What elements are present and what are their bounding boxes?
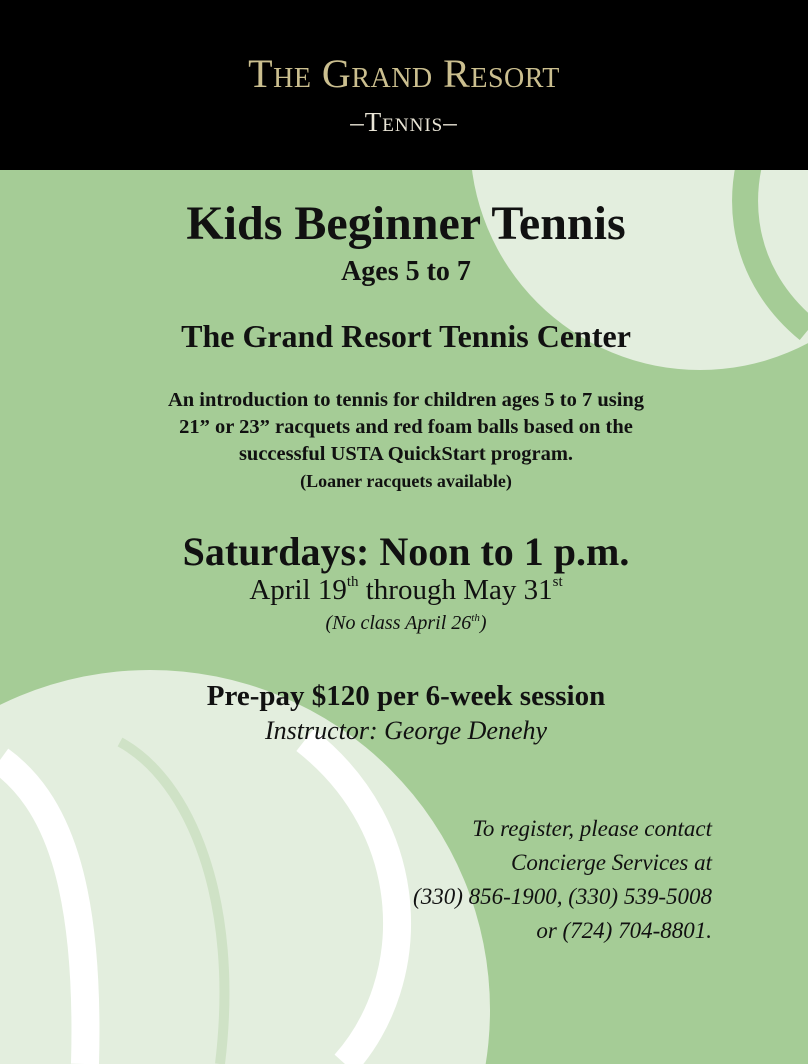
no-class-text: (No class April 26: [325, 612, 472, 634]
start-date-suffix: th: [346, 574, 359, 590]
register-line: Concierge Services at: [511, 850, 712, 875]
schedule-days: Saturdays: Noon to 1 p.m.: [182, 529, 630, 574]
brand-title: The Grand Resort: [248, 51, 560, 96]
start-date: April 19: [249, 574, 347, 606]
description-line: successful USTA QuickStart program.: [238, 443, 574, 465]
age-range: Ages 5 to 7: [341, 256, 471, 287]
header-banner: [0, 0, 808, 170]
no-class-close: ): [479, 612, 487, 634]
register-line: To register, please contact: [472, 816, 712, 841]
loaner-note: (Loaner racquets available): [300, 471, 512, 491]
program-description: [0, 387, 808, 495]
phone-numbers: (330) 856-1900, (330) 539-5008: [413, 884, 712, 909]
instructor: Instructor: George Denehy: [264, 716, 548, 745]
registration-info: [413, 812, 712, 948]
end-date: through May 31: [358, 574, 553, 606]
no-class-note: [0, 612, 808, 635]
schedule-dates: [0, 574, 808, 607]
page-title: Kids Beginner Tennis: [186, 197, 626, 250]
pricing: Pre-pay $120 per 6-week session: [206, 680, 606, 712]
no-class-suffix: th: [471, 612, 480, 624]
phone-numbers: or (724) 704-8801.: [536, 918, 712, 943]
brand-subtitle: –Tennis–: [350, 107, 458, 137]
description-line: An introduction to tennis for children ages 5 to 7 using: [167, 389, 645, 411]
end-date-suffix: st: [552, 574, 563, 590]
description-line: 21” or 23” racquets and red foam balls based on the: [179, 416, 633, 438]
venue-name: The Grand Resort Tennis Center: [181, 318, 631, 354]
